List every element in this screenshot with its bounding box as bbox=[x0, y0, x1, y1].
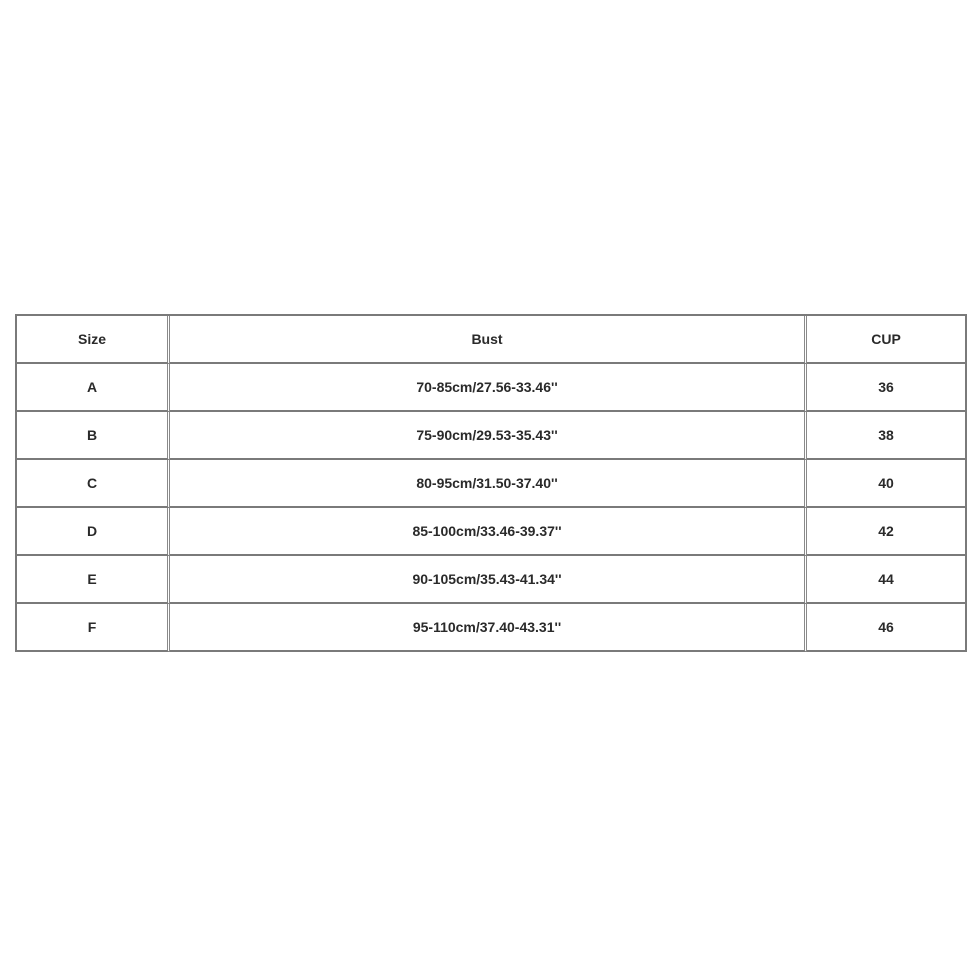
cell-cup: 46 bbox=[807, 604, 967, 652]
table-row bbox=[17, 460, 967, 508]
cell-size: B bbox=[17, 412, 170, 460]
cell-cup: 40 bbox=[807, 460, 967, 508]
cell-bust: 70-85cm/27.56-33.46'' bbox=[170, 364, 807, 412]
header-bust: Bust bbox=[170, 316, 807, 364]
table-row bbox=[17, 364, 967, 412]
cell-size: A bbox=[17, 364, 170, 412]
cell-bust: 80-95cm/31.50-37.40'' bbox=[170, 460, 807, 508]
cell-bust: 85-100cm/33.46-39.37'' bbox=[170, 508, 807, 556]
cell-size: F bbox=[17, 604, 170, 652]
cell-cup: 42 bbox=[807, 508, 967, 556]
size-chart-table bbox=[15, 314, 967, 652]
table-row bbox=[17, 556, 967, 604]
header-cup: CUP bbox=[807, 316, 967, 364]
cell-size: D bbox=[17, 508, 170, 556]
cell-size: E bbox=[17, 556, 170, 604]
table-row bbox=[17, 412, 967, 460]
cell-cup: 38 bbox=[807, 412, 967, 460]
cell-bust: 75-90cm/29.53-35.43'' bbox=[170, 412, 807, 460]
cell-size: C bbox=[17, 460, 170, 508]
cell-cup: 36 bbox=[807, 364, 967, 412]
cell-bust: 90-105cm/35.43-41.34'' bbox=[170, 556, 807, 604]
table-row bbox=[17, 508, 967, 556]
header-size: Size bbox=[17, 316, 170, 364]
table-header-row bbox=[17, 316, 967, 364]
table-row bbox=[17, 604, 967, 652]
cell-bust: 95-110cm/37.40-43.31'' bbox=[170, 604, 807, 652]
cell-cup: 44 bbox=[807, 556, 967, 604]
